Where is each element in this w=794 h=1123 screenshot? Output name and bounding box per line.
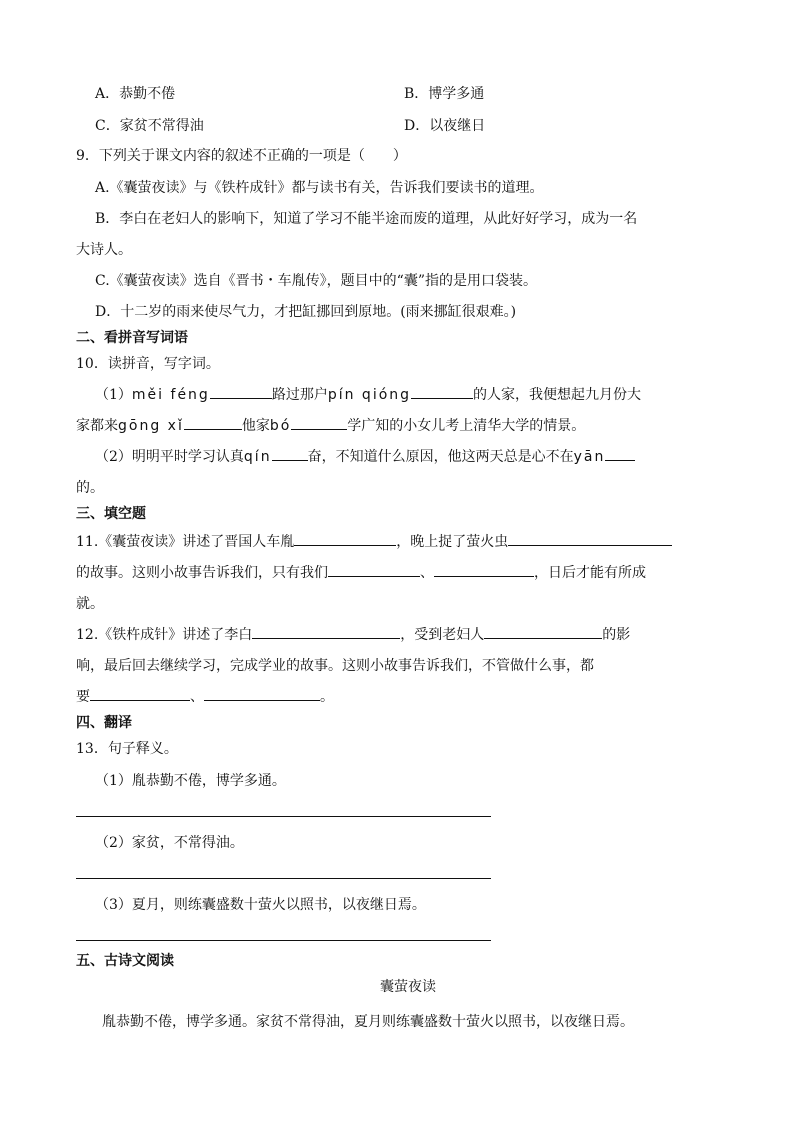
pinyin-qin: qín: [243, 449, 272, 465]
q9-option-b-line2: 大诗人。: [76, 242, 132, 258]
q12-line-3: [76, 686, 334, 706]
q9-option-a: A.《囊萤夜读》与《铁杵成针》都与读书有关，告诉我们要读书的道理。: [95, 180, 544, 196]
q10-3-text-b: 奋，不知道什么原因，他这两天总是心不在: [307, 449, 574, 465]
answer-blank[interactable]: [605, 446, 635, 461]
q10-1-text-c: 的人家，我便想起九月份大: [473, 387, 642, 403]
pinyin-yan: yān: [573, 449, 606, 465]
answer-blank[interactable]: [294, 531, 396, 546]
q10-3-text-a: （2）明明平时学习认真: [95, 449, 244, 465]
section-2-title: 二、看拼音写词语: [76, 330, 188, 346]
q9-option-c: C.《囊萤夜读》选自《晋书・车胤传》，题目中的“囊”指的是用口袋装。: [95, 273, 537, 289]
answer-blank[interactable]: [434, 562, 534, 577]
q12-text-b: ，受到老妇人: [400, 627, 485, 643]
answer-line[interactable]: [76, 878, 491, 879]
section-4-title: 四、翻译: [76, 715, 132, 731]
q8-option-a: A．恭勤不倦: [95, 86, 176, 102]
q11-text-c: 的故事。这则小故事告诉我们，只有我们: [76, 565, 328, 581]
pinyin-meifeng: měi féng: [131, 387, 210, 403]
q8-option-b: B．博学多通: [404, 86, 485, 102]
q12-text-c: 的影: [602, 627, 631, 643]
pinyin-gongxi: gōng xǐ: [118, 418, 184, 434]
section-5-title: 五、古诗文阅读: [76, 953, 174, 969]
q9-option-b-line1: B．李白在老妇人的影响下，知道了学习不能半途而废的道理，从此好好学习，成为一名: [95, 211, 638, 227]
q13-sentence-2: （2）家贫，不常得油。: [95, 835, 244, 851]
answer-line[interactable]: [76, 816, 491, 817]
q12-line-2: 响，最后回去继续学习，完成学业的故事。这则小故事告诉我们，不管做什么事，都: [76, 658, 594, 674]
q10-stem: 10．读拼音，写字词。: [76, 356, 220, 372]
q11-line-1: [76, 531, 672, 551]
q13-sentence-3: （3）夏月，则练囊盛数十萤火以照书，以夜继日焉。: [95, 897, 426, 913]
q8-option-c: C．家贫不常得油: [95, 118, 204, 134]
answer-blank[interactable]: [508, 531, 672, 546]
q8-option-d: D．以夜继日: [404, 118, 486, 134]
q11-line-3: 就。: [76, 596, 104, 612]
answer-blank[interactable]: [272, 446, 308, 461]
q11-text-b: ，晚上捉了萤火虫: [396, 534, 509, 550]
q11-sep: 、: [420, 565, 434, 581]
q12-sep: 、: [190, 689, 204, 705]
q10-1-text-b: 路过那户: [271, 387, 328, 403]
passage-body: 胤恭勤不倦，博学多通。家贫不常得油，夏月则练囊盛数十萤火以照书，以夜继日焉。: [102, 1014, 634, 1030]
q10-line-1: [95, 384, 641, 404]
q12-text-d: 要: [76, 689, 90, 705]
passage-title: 囊萤夜读: [380, 979, 436, 995]
q10-2-text-c: 学广知的小女儿考上清华大学的情景。: [347, 418, 586, 434]
q12-text-a: 12.《铁杵成针》讲述了李白: [76, 627, 253, 643]
answer-blank[interactable]: [328, 562, 420, 577]
q10-line-2: [76, 415, 585, 435]
answer-blank[interactable]: [210, 384, 272, 399]
q9-option-d: D．十二岁的雨来使尽气力，才把缸挪回到原地。(雨来挪缸很艰难。): [95, 304, 517, 320]
q9-stem: 9．下列关于课文内容的叙述不正确的一项是（ ）: [76, 148, 407, 164]
q10-1-prefix: （1）: [95, 387, 132, 403]
q11-text-a: 11.《囊萤夜读》讲述了晋国人车胤: [76, 534, 295, 550]
q10-line-3: [95, 446, 635, 466]
q10-2-text-b: 他家: [241, 418, 270, 434]
q11-text-d: ，日后才能有所成: [534, 565, 646, 581]
q13-stem: 13．句子释义。: [76, 741, 178, 757]
section-3-title: 三、填空题: [76, 506, 146, 522]
q10-2-text-a: 家都来: [76, 418, 118, 434]
answer-blank[interactable]: [90, 686, 190, 701]
answer-blank[interactable]: [204, 686, 320, 701]
answer-line[interactable]: [76, 940, 491, 941]
answer-blank[interactable]: [252, 624, 400, 639]
q10-line-4: 的。: [76, 480, 104, 496]
answer-blank[interactable]: [484, 624, 602, 639]
q13-sentence-1: （1）胤恭勤不倦，博学多通。: [95, 773, 286, 789]
answer-blank[interactable]: [411, 384, 473, 399]
answer-blank[interactable]: [291, 415, 347, 430]
q12-end: 。: [320, 689, 334, 705]
q12-line-1: [76, 624, 630, 644]
pinyin-bo: bó: [269, 418, 292, 434]
answer-blank[interactable]: [184, 415, 242, 430]
q11-line-2: [76, 562, 646, 582]
pinyin-pinqiong: pín qióng: [327, 387, 412, 403]
